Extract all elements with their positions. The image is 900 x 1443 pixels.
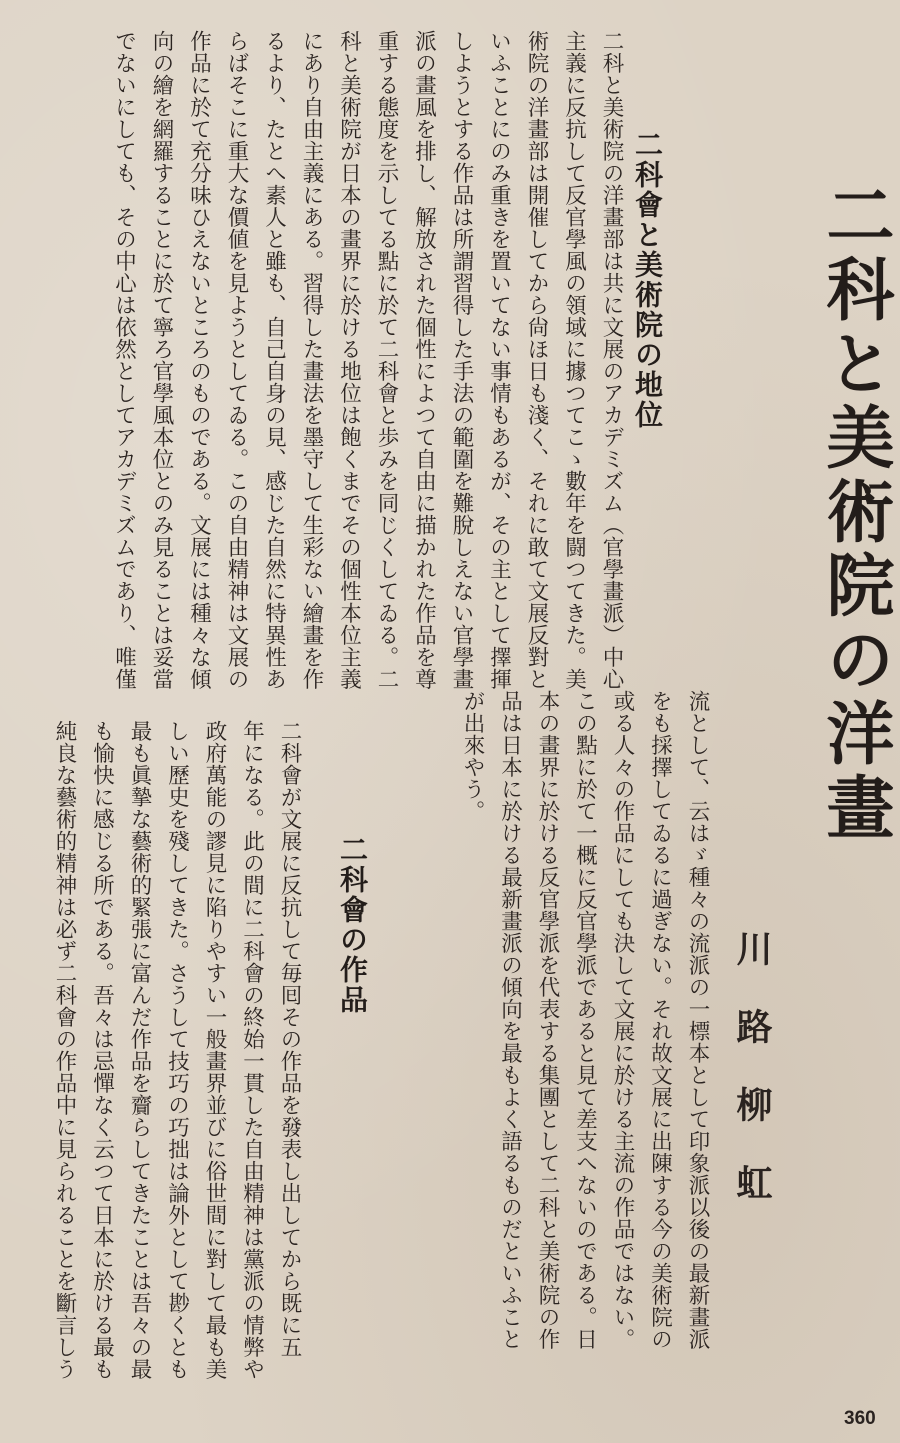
section-heading-nika-works: 二科會の作品 — [336, 835, 369, 1015]
body-text-section1: 二科と美術院の洋畫部は共に文展のアカデミズム（官學畫派）中心 主義に反抗して反官學風の領域に據つてこゝ數年を闘つてきた。美 術院の洋畫部は開催してから尙ほ日も淺く、それに敢て文展反對と いふことにのみ重きを置いてない事情もあるが、その主として擇揮 しようとする作品は所謂習得した手法の範圍を難脫しえない官學畫 派の畫風を排し、解放された個性によつて自由に描かれた作品を尊 重する態度を示してる點に於て二科會と歩みを同じくしてゐる。二 科と美術院が日本の畫界に於ける地位は飽くまでその個性本位主義 にあり自由主義にある。習得した畫法を墨守して生彩ない繪畫を作 るより、たとへ素人と雖も、自己自身の見、感じた自然に特異性あ らばそこに重大な價値を見ようとしてゐる。この自由精神は文展の 作品に於て充分味ひえないところのものである。文展には種々な傾 向の繪を網羅することに於て寧ろ官學風本位とのみ見ることは妥當 でないにしても、その中心は依然としてアカデミズムであり、唯僅 — [111, 30, 624, 690]
page-number: 360 — [844, 1408, 876, 1429]
article-title: 二科と美術院の洋畫 — [815, 180, 895, 846]
body-text-section1-continued: 流として、云はゞ種々の流派の一標本として印象派以後の最新畫派 をも採擇してゐるに過ぎない。それ故文展に出陳する今の美術院の 或る人々の作品にしても決して文展に於ける主流の作品ではない。 この點に於て一概に反官學派であると見て差支へないのである。日 本の畫界に於ける反官學派を代表する集團として二科と美術院の作 品は日本に於ける最新畫派の傾向を最もよく語るものだといふこと が出來やう。 — [460, 690, 710, 1350]
author-name: 川路柳虹 — [731, 930, 773, 1242]
body-text-section2: 二科會が文展に反抗して毎囘その作品を發表し出してから既に五 年になる。此の間に二科會の終始一貫した自由精神は黨派の情弊や 政府萬能の謬見に陷りやすい一般畫界並びに俗世間に對して最も美 しい歷史を殘してきた。さうして技巧の巧拙は論外として尠くとも 最も眞摯な藝術的緊張に富んだ作品を齎らしてきたことは吾々の最 も愉快に感じる所である。吾々は忌憚なく云つて日本に於ける最も 純良な藝術的精神は必ず二科會の作品中に見られることを斷言しう — [52, 720, 302, 1380]
section-heading-nika-and-bijutsuin-status: 二科會と美術院の地位 — [631, 130, 664, 430]
